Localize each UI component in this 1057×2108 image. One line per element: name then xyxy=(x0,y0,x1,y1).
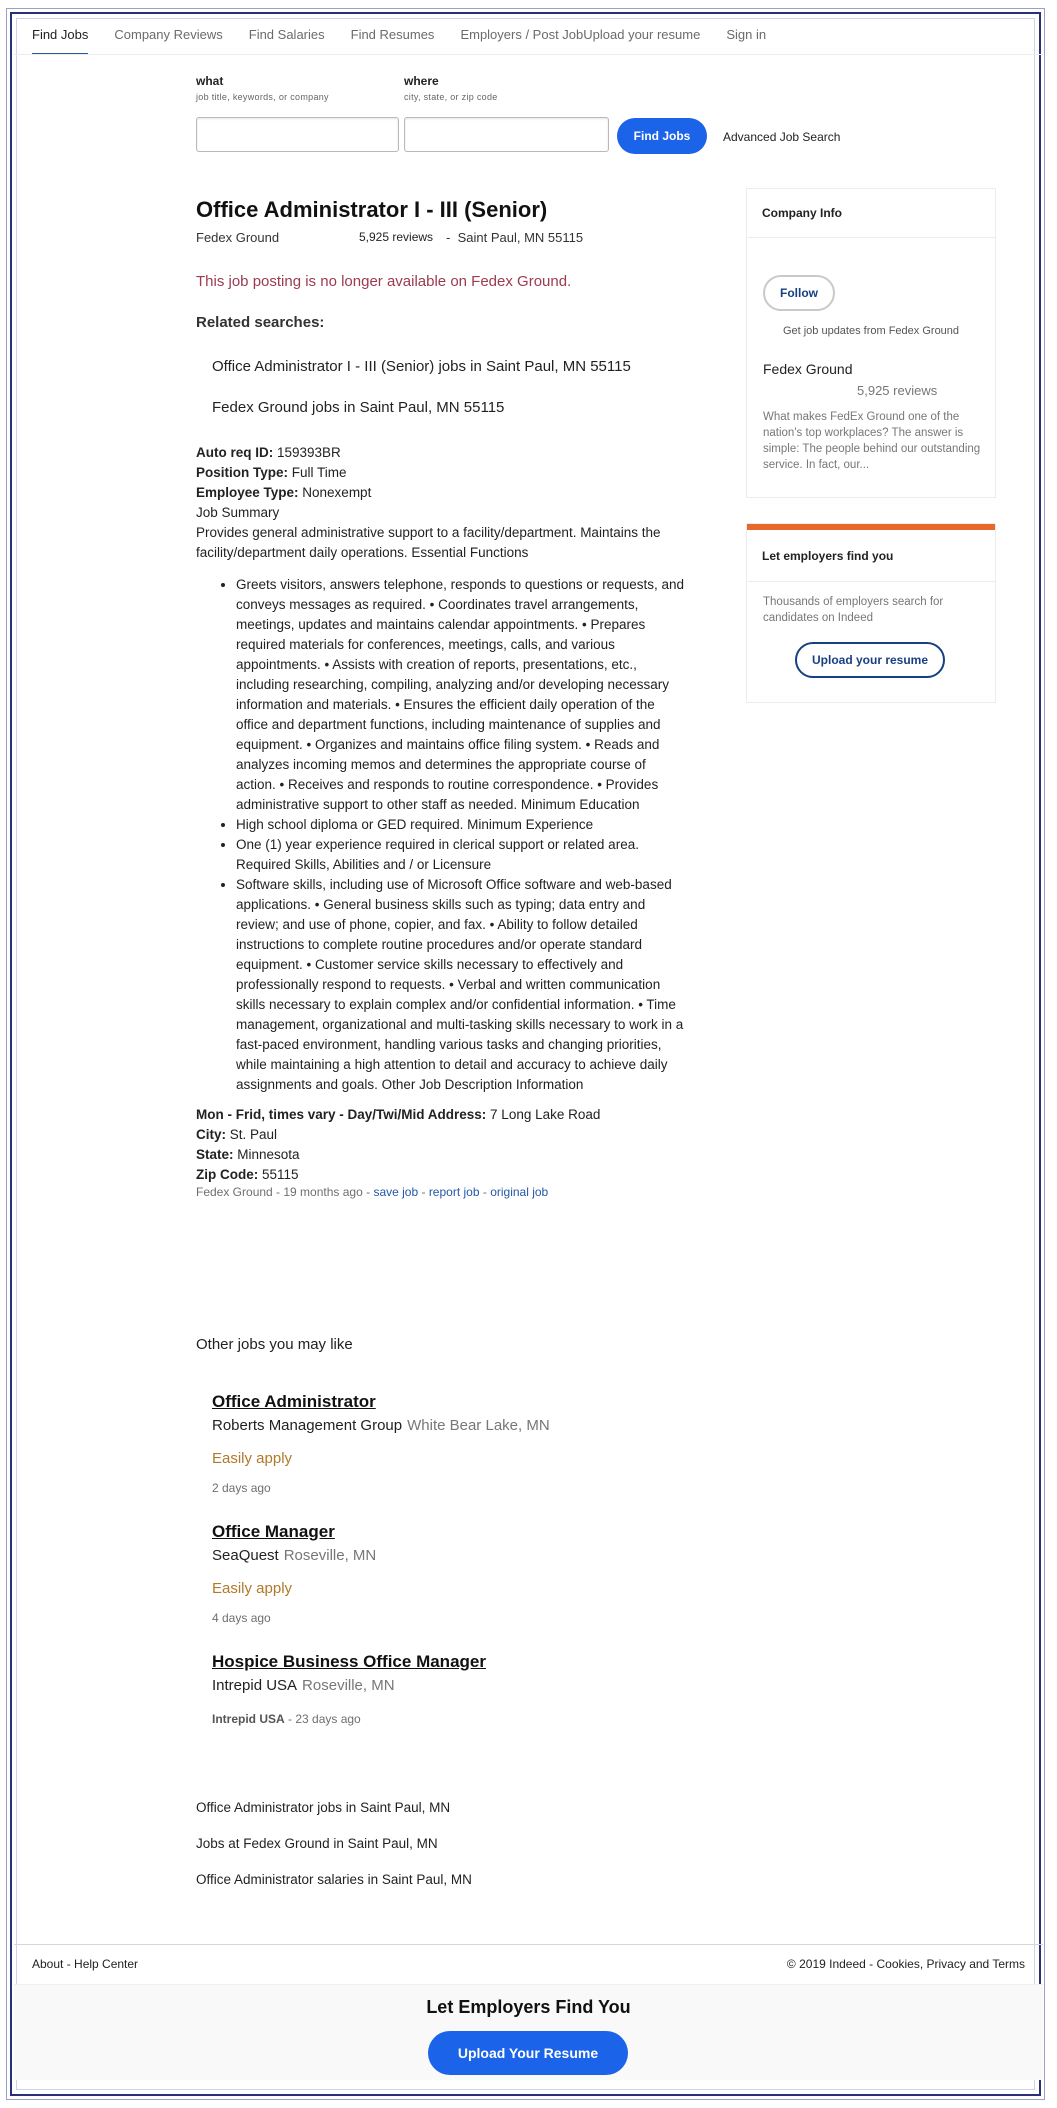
footer-divider xyxy=(14,1944,1043,1945)
where-label: where xyxy=(404,74,439,88)
other-job-title[interactable]: Office Manager xyxy=(212,1522,335,1541)
city-line xyxy=(196,1125,686,1145)
where-hint: city, state, or zip code xyxy=(404,92,498,102)
bottom-link[interactable]: Jobs at Fedex Ground in Saint Paul, MN xyxy=(196,1836,438,1851)
other-job-age xyxy=(212,1712,712,1726)
summary-text: Provides general administrative support to a facility/department. Maintains the facility/department daily operations. Essential Functions xyxy=(196,525,661,560)
position-type-line xyxy=(196,463,686,483)
job-location: Saint Paul, MN 55115 xyxy=(457,230,584,245)
other-job-card xyxy=(212,1522,712,1625)
job-meta xyxy=(196,230,686,248)
other-job-age-text: - 23 days ago xyxy=(284,1712,361,1726)
job-company[interactable]: Fedex Ground xyxy=(196,230,280,245)
job-main xyxy=(196,196,686,1199)
nav-sign-in[interactable]: Sign in xyxy=(726,27,767,42)
zip-line xyxy=(196,1165,686,1185)
job-description xyxy=(196,443,686,1199)
company-info-heading: Company Info xyxy=(747,189,995,238)
related-searches-heading: Related searches: xyxy=(196,314,325,331)
other-job-company-line xyxy=(212,1547,712,1564)
nav-find-resumes[interactable]: Find Resumes xyxy=(350,27,435,42)
other-job-age-company: Intrepid USA xyxy=(212,1712,285,1726)
job-updates-text: Get job updates from Fedex Ground xyxy=(782,325,960,337)
city-label: City: xyxy=(196,1127,226,1142)
other-job-company: SeaQuest xyxy=(212,1547,279,1564)
duty-item: • High school diploma or GED required. Minimum Experience xyxy=(236,815,686,835)
nav-find-salaries[interactable]: Find Salaries xyxy=(248,27,325,42)
where-input[interactable] xyxy=(404,117,609,152)
top-nav xyxy=(32,26,792,56)
other-job-company: Roberts Management Group xyxy=(212,1417,403,1434)
nav-company-reviews[interactable]: Company Reviews xyxy=(114,27,223,42)
what-input[interactable] xyxy=(196,117,399,152)
footnote-sep: - xyxy=(479,1185,491,1199)
other-job-location: Roseville, MN xyxy=(302,1677,395,1694)
duties-list xyxy=(236,575,686,1095)
banner-upload-button[interactable]: Upload Your Resume xyxy=(428,2031,628,2075)
advanced-search-link[interactable]: Advanced Job Search xyxy=(723,130,841,144)
other-job-title[interactable]: Office Administrator xyxy=(212,1392,376,1411)
other-job-card xyxy=(212,1392,712,1495)
other-job-location: Roseville, MN xyxy=(283,1547,377,1564)
company-reviews[interactable]: 5,925 reviews xyxy=(857,383,938,398)
duty-item: • Greets visitors, answers telephone, responds to questions or requests, and conveys messages as required. • Coordinates travel arrangements, meetings, updates and maintains calendar appointments. • Prepares required materials for conferences, meetings, calls, and various appointments. • Assists with creation of reports, presentations, etc., including researching, compiling, analyzing and/or developing necessary information and materials. • Ensures the efficient daily operation of the office and department functions, including maintenance of supplies and equipment. • Organizes and maintains office filing system. • Reads and analyzes incoming memos and determines the appropriate course of action. • Receives and responds to routine correspondence. • Provides administrative support to other staff as needed. Minimum Education xyxy=(236,575,686,815)
zip-label: Zip Code: xyxy=(196,1167,259,1182)
nav-employers-post-job[interactable]: Employers / Post Job xyxy=(460,27,584,42)
original-job-link[interactable]: original job xyxy=(490,1185,549,1199)
company-info-card xyxy=(746,188,996,498)
employers-text: Thousands of employers search for candidates on Indeed xyxy=(763,596,944,624)
bottom-link[interactable]: Office Administrator jobs in Saint Paul, MN xyxy=(196,1800,451,1815)
related-search-link[interactable]: Office Administrator I - III (Senior) jobs in Saint Paul, MN 55115 xyxy=(212,358,631,375)
other-job-title[interactable]: Hospice Business Office Manager xyxy=(212,1652,486,1671)
other-job-location: White Bear Lake, MN xyxy=(407,1417,550,1434)
company-description: What makes FedEx Ground one of the nation's top workplaces? The answer is simple: The people behind our outstanding service. In fact, our... xyxy=(763,411,981,471)
summary-heading: Job Summary xyxy=(196,505,280,520)
follow-button[interactable]: Follow xyxy=(763,275,835,311)
employers-banner xyxy=(14,1984,1043,2080)
job-title: Office Administrator I - III (Senior) xyxy=(196,197,548,222)
auto-req-label: Auto req ID: xyxy=(196,445,274,460)
bottom-link[interactable]: Office Administrator salaries in Saint Paul, MN xyxy=(196,1872,472,1887)
bottom-links xyxy=(196,1798,472,1906)
job-location-group xyxy=(446,230,583,245)
duty-item: • Software skills, including use of Microsoft Office software and web-based applications. • General business skills such as typing; data entry and review; and use of phone, copier, and fax. • Ability to follow detailed instructions to complete routine procedures and/or operate standard equipment. • Customer service skills necessary to effectively and professionally respond to requests. • Verbal and written communication skills necessary to explain complex and/or confidential information. • Time management, organizational and multi-tasking skills necessary to work in a fast-paced environment, handling various tasks and changing priorities, while maintaining a high attention to detail and accuracy to achieve daily assignments and goals. Other Job Description Information xyxy=(236,875,686,1095)
position-type-value: Full Time xyxy=(288,465,347,480)
meta-separator: - xyxy=(446,230,451,245)
address-value: 7 Long Lake Road xyxy=(486,1107,601,1122)
employee-type-line xyxy=(196,483,686,503)
company-name[interactable]: Fedex Ground xyxy=(763,361,853,377)
state-label: State: xyxy=(196,1147,234,1162)
nav-upload-resume[interactable]: Upload your resume xyxy=(583,27,701,42)
upload-resume-button[interactable]: Upload your resume xyxy=(795,642,945,678)
employee-type-value: Nonexempt xyxy=(298,485,372,500)
position-type-label: Position Type: xyxy=(196,465,289,480)
city-value: St. Paul xyxy=(226,1127,278,1142)
other-job-company-line xyxy=(212,1417,712,1434)
find-jobs-button[interactable]: Find Jobs xyxy=(617,118,707,154)
auto-req-line xyxy=(196,443,686,463)
employers-heading: Let employers find you xyxy=(747,530,995,582)
what-hint: job title, keywords, or company xyxy=(196,92,329,102)
what-label: what xyxy=(196,74,224,88)
other-job-company: Intrepid USA xyxy=(212,1677,298,1694)
address-line xyxy=(196,1105,686,1125)
save-job-link[interactable]: save job xyxy=(373,1185,419,1199)
employee-type-label: Employee Type: xyxy=(196,485,299,500)
related-searches xyxy=(212,357,632,417)
other-jobs-heading: Other jobs you may like xyxy=(196,1336,353,1353)
state-line xyxy=(196,1145,686,1165)
expired-notice: This job posting is no longer available on Fedex Ground. xyxy=(196,273,572,290)
footer-right-links[interactable]: © 2019 Indeed - Cookies, Privacy and Terms xyxy=(786,1957,1025,1971)
state-value: Minnesota xyxy=(233,1147,300,1162)
other-job-company-line xyxy=(212,1677,712,1694)
job-footnote xyxy=(196,1185,686,1199)
banner-title: Let Employers Find You xyxy=(426,1997,631,2017)
footer-left-links[interactable]: About - Help Center xyxy=(32,1957,139,1971)
nav-find-jobs[interactable]: Find Jobs xyxy=(32,26,88,56)
other-job-card xyxy=(212,1652,712,1726)
auto-req-value: 159393BR xyxy=(273,445,341,460)
footnote-source: Fedex Ground - 19 months ago - xyxy=(196,1185,374,1199)
duty-item: • One (1) year experience required in clerical support or related area. Required Skills, Abilities and / or Licensure xyxy=(236,835,686,875)
easily-apply-label: Easily apply xyxy=(212,1450,293,1467)
job-reviews[interactable]: 5,925 reviews xyxy=(359,230,434,244)
report-job-link[interactable]: report job xyxy=(428,1185,480,1199)
related-search-link[interactable]: Fedex Ground jobs in Saint Paul, MN 55115 xyxy=(212,399,505,416)
other-job-age: 2 days ago xyxy=(212,1481,271,1495)
nav-divider xyxy=(14,54,1043,55)
footnote-sep: - xyxy=(418,1185,429,1199)
easily-apply-label: Easily apply xyxy=(212,1580,293,1597)
other-job-age: 4 days ago xyxy=(212,1611,271,1625)
address-label: Mon - Frid, times vary - Day/Twi/Mid Address: xyxy=(196,1107,487,1122)
employers-card xyxy=(746,523,996,703)
zip-value: 55115 xyxy=(258,1167,299,1182)
